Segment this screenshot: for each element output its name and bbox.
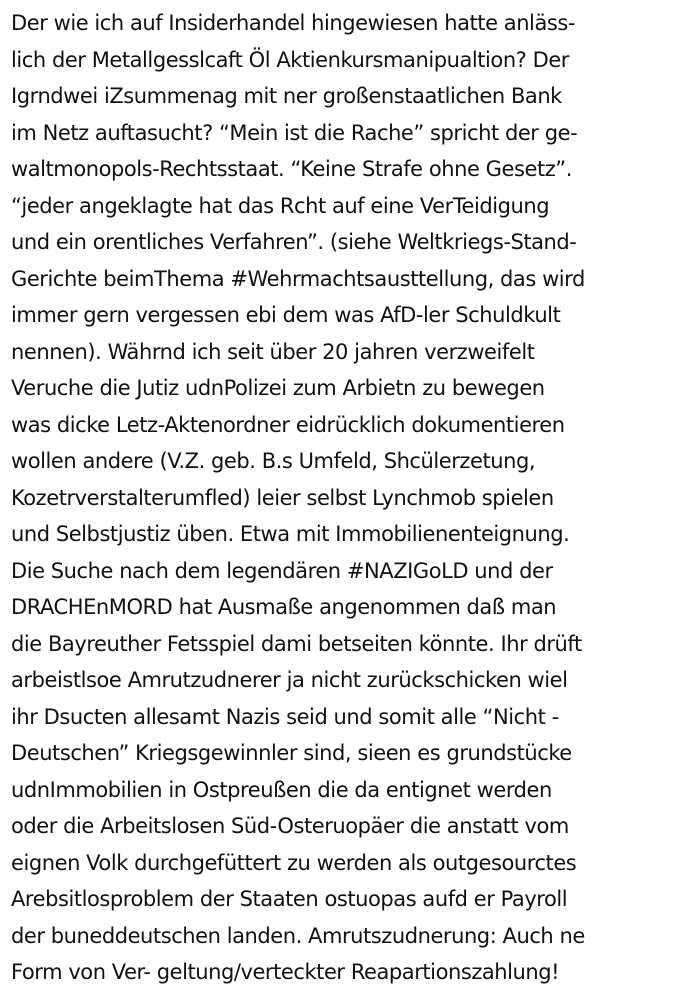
text-line: arbeistlsoe Amrutzudnerer ja nicht zurückschicken wiel	[11, 668, 568, 692]
text-line: Gerichte beimThema #Wehrmachtsausttellung, das wird	[11, 266, 585, 291]
text-line: und ein orentliches Verfahren”. (siehe Weltkriegs-Stand-	[11, 230, 577, 254]
text-line: Igrndwei iZsummenag mit ner großenstaatlichen Bank	[11, 84, 562, 108]
text-line: eignen Volk durchgefüttert zu werden als outgesourctes	[11, 850, 577, 875]
body-text	[11, 5, 681, 991]
text-line: Arebsitlosproblem der Staaten ostuopas aufd er Payroll	[11, 887, 568, 911]
text-line: immer gern vergessen ebi dem was AfD-ler Schuldkult	[11, 303, 561, 327]
text-line: und Selbstjustiz üben. Etwa mit Immobilienenteignung.	[11, 522, 570, 546]
text-line: der buneddeutschen landen. Amrutszudnerung: Auch ne	[11, 923, 585, 948]
text-line: DRACHEnMORD hat Ausmaße angenommen daß man	[11, 595, 557, 619]
text-line: waltmonopols-Rechtsstaat. “Keine Strafe ohne Gesetz”.	[11, 157, 572, 181]
text-line: ihr Dsucten allesamt Nazis seid und somit alle “Nicht -	[11, 704, 559, 729]
text-line: was dicke Letz-Aktenordner eidrücklich dokumentieren	[11, 412, 565, 437]
text-line: nennen). Währnd ich seit über 20 jahren verzweifelt	[11, 339, 535, 364]
text-line: im Netz auftasucht? “Mein ist die Rache” spricht der ge-	[11, 120, 578, 145]
text-line: Veruche die Jutiz udnPolizei zum Arbietn zu bewegen	[11, 376, 545, 400]
text-line: die Bayreuther Fetsspiel dami betseiten könnte. Ihr drüft	[11, 631, 582, 656]
text-line: udnImmobilien in Ostpreußen die da entignet werden	[11, 777, 552, 802]
text-line: Kozetrverstalterumfled) leier selbst Lynchmob spielen	[11, 485, 554, 510]
text-line: Form von Ver- geltung/verteckter Reapartionszahlung!	[11, 960, 560, 984]
text-line: Die Suche nach dem legendären #NAZIGoLD und der	[11, 558, 553, 583]
text-line: wollen andere (V.Z. geb. B.s Umfeld, Shcülerzetung,	[11, 449, 536, 473]
text-line: oder die Arbeitslosen Süd-Osteruopäer die anstatt vom	[11, 814, 569, 838]
text-line: “jeder angeklagte hat das Rcht auf eine VerTeidigung	[11, 193, 550, 218]
text-line: Der wie ich auf Insiderhandel hingewiesen hatte anläss-	[11, 11, 575, 35]
text-line: lich der Metallgesslcaft Öl Aktienkursmanipualtion? Der	[11, 47, 569, 72]
text-line: Deutschen” Kriegsgewinnler sind, sieen es grundstücke	[11, 741, 572, 765]
